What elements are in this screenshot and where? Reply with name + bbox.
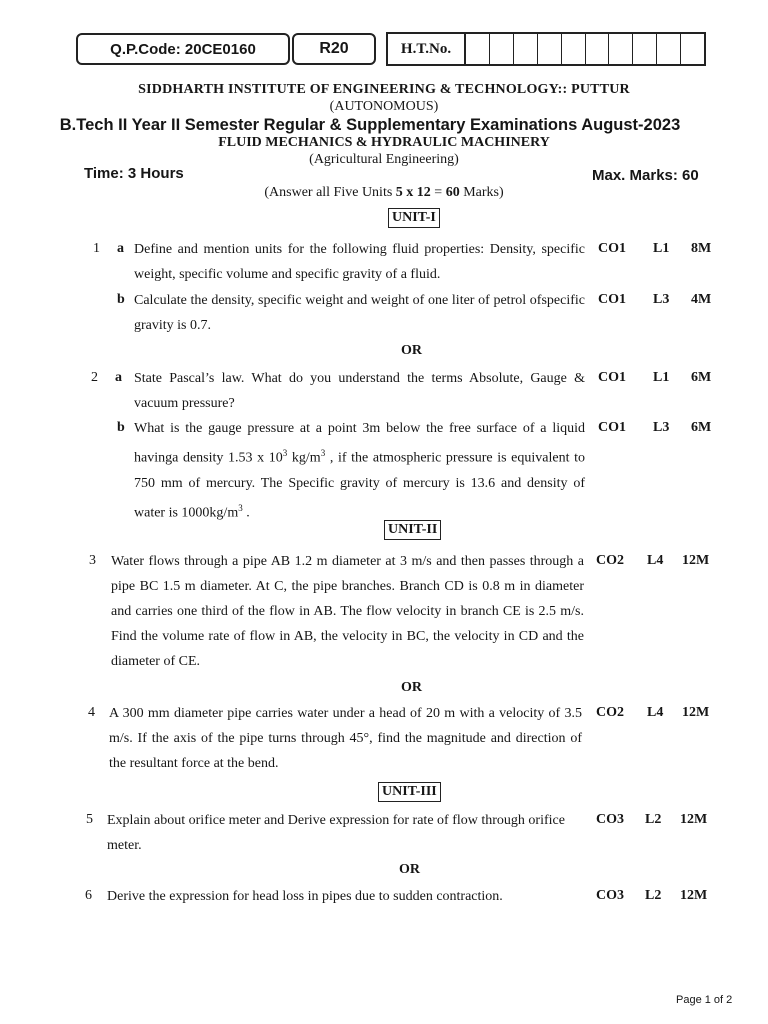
question-marks: 8M [691,241,712,256]
hall-ticket-cell [657,34,681,64]
hall-ticket-cell [681,34,704,64]
question-sub-label: b [117,420,125,435]
hall-ticket-label: H.T.No. [388,34,466,64]
question-sub-label: a [117,241,124,256]
page-number: Page 1 of 2 [676,994,733,1006]
question-marks: 6M [691,370,712,385]
bloom-level: L2 [645,888,662,903]
bloom-level: L4 [647,553,664,568]
question-number: 1 [93,241,100,256]
question-marks: 12M [682,553,710,568]
question-marks: 12M [682,705,710,720]
question-text: A 300 mm diameter pipe carries water under a head of 20 m with a velocity of 3.5 m/s. If the axis of the pipe turns through 45°, find the magnitude and direction of the resultant force at the bend. [109,706,582,771]
unit-heading: UNIT-I [388,208,440,228]
max-marks-label: Max. Marks: 60 [592,167,699,184]
bloom-level: L1 [653,241,670,256]
autonomous-label: (AUTONOMOUS) [329,99,439,114]
bloom-level: L1 [653,370,670,385]
course-outcome: CO1 [598,370,626,385]
hall-ticket-cell [538,34,562,64]
hall-ticket-cell [586,34,610,64]
or-separator: OR [401,343,422,358]
question-text: Water flows through a pipe AB 1.2 m diameter at 3 m/s and then passes through a pipe BC 1.5 m diameter. At C, the pipe branches. Branch CD is 0.8 m in diameter and carries one third of the flow in AB. The flow velocity in branch CE is 2.5 m/s. Find the volume rate of flow in AB, the velocity in BC, the velocity in CD and the diameter of CE. [111,554,584,669]
question-marks: 12M [680,812,708,827]
institute-name: SIDDHARTH INSTITUTE OF ENGINEERING & TECHNOLOGY:: PUTTUR [138,82,630,97]
or-separator: OR [399,862,420,877]
unit-heading: UNIT-II [384,520,441,540]
question-text: Derive the expression for head loss in pipes due to sudden contraction. [107,889,503,904]
course-outcome: CO1 [598,420,626,435]
unit-heading: UNIT-III [378,782,441,802]
bloom-level: L3 [653,420,670,435]
exam-title: B.Tech II Year II Semester Regular & Supplementary Examinations August-2023 [59,116,681,134]
qp-code: Q.P.Code: 20CE0160 [110,40,256,58]
subject-title: FLUID MECHANICS & HYDRAULIC MACHINERY [218,135,550,150]
question-text: What is the gauge pressure at a point 3m below the free surface of a liquid havinga density 1.53 x $10^3$ $kg/m^3$ , if the atmospheric pressure is equivalent to 750 mm of mercury. The Specific gravity of mercury is 13.6 and density of water is $1000kg/m^3$ . [134,421,586,521]
course-outcome: CO3 [596,888,624,903]
hall-ticket-cell [490,34,514,64]
question-text: Calculate the density, specific weight and weight of one liter of petrol ofspecific gravity is 0.7. [134,293,585,333]
hall-ticket-box [386,32,706,66]
question-marks: 12M [680,888,708,903]
question-sub-label: b [117,292,125,307]
branch-label: (Agricultural Engineering) [309,152,459,167]
time-label: Time: 3 Hours [84,165,184,182]
instruction-line: (Answer all Five Units 5 x 12 = 60 Marks) [264,185,504,200]
or-separator: OR [401,680,422,695]
bloom-level: L3 [653,292,670,307]
course-outcome: CO1 [598,292,626,307]
question-text: Explain about orifice meter and Derive expression for rate of flow through orifice meter. [107,813,565,853]
hall-ticket-cell [633,34,657,64]
course-outcome: CO1 [598,241,626,256]
regulation-box [292,33,376,65]
question-number: 4 [88,705,95,720]
question-text: State Pascal’s law. What do you understand the terms Absolute, Gauge & vacuum pressure? [134,371,585,411]
course-outcome: CO3 [596,812,624,827]
regulation: R20 [319,40,349,57]
hall-ticket-cell [609,34,633,64]
question-text: Define and mention units for the following fluid properties: Density, specific weight, specific volume and specific gravity of a fluid. [134,242,585,282]
question-number: 2 [91,370,98,385]
question-marks: 6M [691,420,712,435]
hall-ticket-cell [514,34,538,64]
question-number: 5 [86,812,93,827]
question-marks: 4M [691,292,712,307]
question-number: 6 [85,888,92,903]
question-number: 3 [89,553,96,568]
question-sub-label: a [115,370,122,385]
hall-ticket-cell [562,34,586,64]
course-outcome: CO2 [596,705,624,720]
course-outcome: CO2 [596,553,624,568]
qp-code-box [76,33,290,65]
hall-ticket-cell [466,34,490,64]
bloom-level: L2 [645,812,662,827]
bloom-level: L4 [647,705,664,720]
